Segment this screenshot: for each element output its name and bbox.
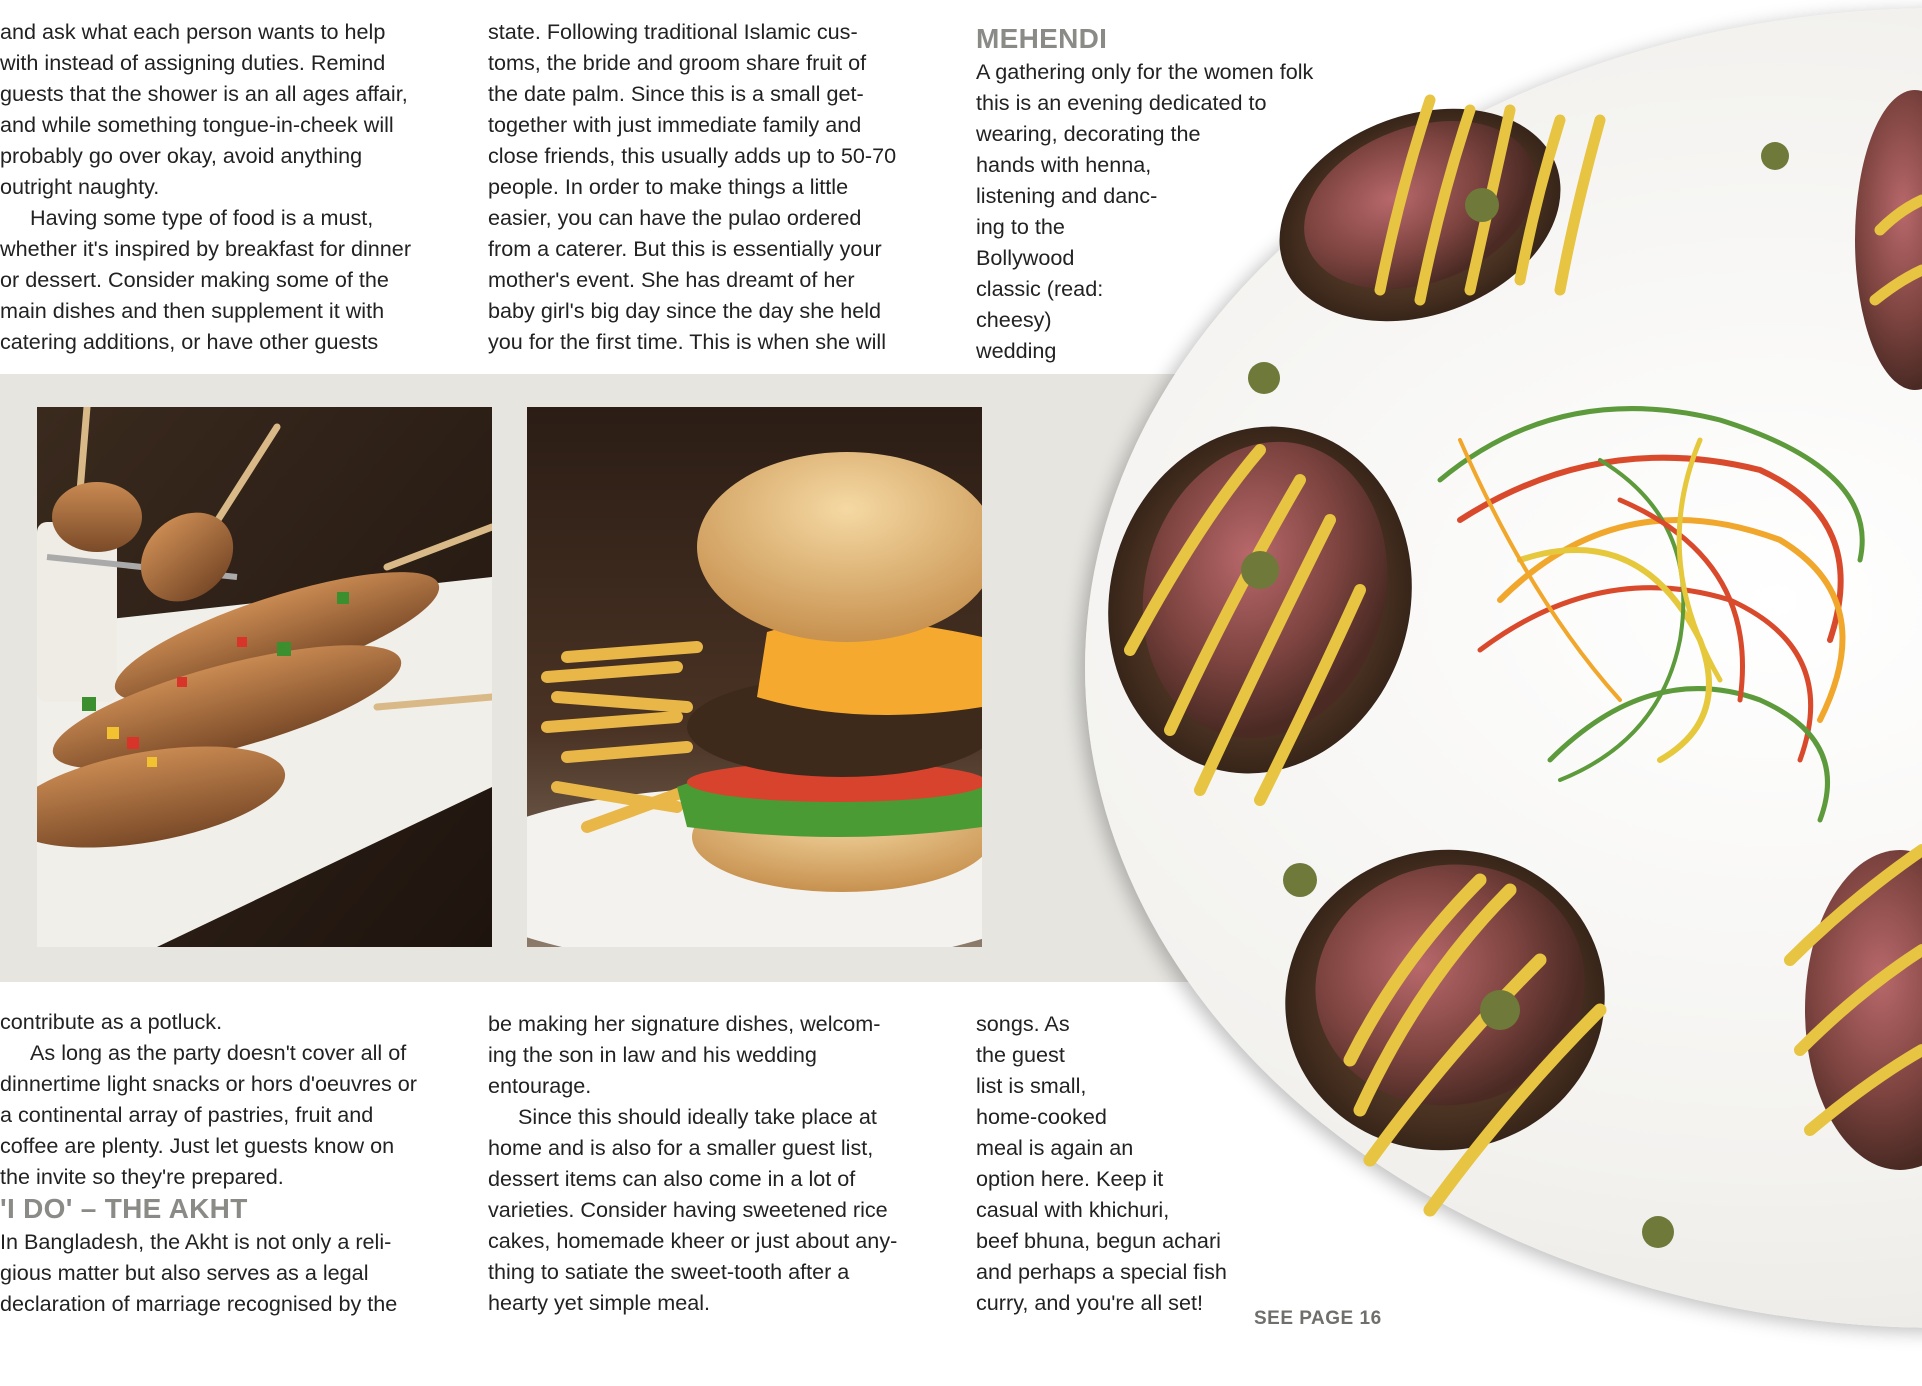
- column-1-bottom: [0, 1006, 417, 1319]
- text-line: this is an evening dedicated to: [976, 90, 1267, 115]
- text-line: with instead of assigning duties. Remind: [0, 50, 386, 75]
- column-3-top: [976, 22, 1313, 366]
- text-line: As long as the party doesn't cover all of: [30, 1040, 407, 1065]
- text-line: Bollywood: [976, 245, 1075, 270]
- text-line: Having some type of food is a must,: [30, 205, 374, 230]
- text-line: beef bhuna, begun achari: [976, 1228, 1221, 1253]
- text-line: state. Following traditional Islamic cus-: [488, 19, 858, 44]
- text-line: home-cooked: [976, 1104, 1107, 1129]
- text-line: mother's event. She has dreamt of her: [488, 267, 855, 292]
- text-line: In Bangladesh, the Akht is not only a reli-: [0, 1229, 392, 1254]
- text-line: wearing, decorating the: [976, 121, 1201, 146]
- text-line: or dessert. Consider making some of the: [0, 267, 389, 292]
- text-line: dessert items can also come in a lot of: [488, 1166, 856, 1191]
- text-line: entourage.: [488, 1073, 592, 1098]
- cheeseburger-with-fries-photo: [527, 407, 982, 947]
- text-line: outright naughty.: [0, 174, 160, 199]
- see-page-link[interactable]: SEE PAGE 16: [1254, 1308, 1382, 1329]
- text-line: toms, the bride and groom share fruit of: [488, 50, 867, 75]
- text-line: home and is also for a smaller guest list,: [488, 1135, 874, 1160]
- julienne-salad: [1440, 409, 1862, 820]
- text-line: be making her signature dishes, welcom-: [488, 1011, 881, 1036]
- text-line: list is small,: [976, 1073, 1087, 1098]
- text-line: hearty yet simple meal.: [488, 1290, 711, 1315]
- text-line: hands with henna,: [976, 152, 1152, 177]
- text-line: dinnertime light snacks or hors d'oeuvres or: [0, 1071, 417, 1096]
- text-line: easier, you can have the pulao ordered: [488, 205, 862, 230]
- text-line: option here. Keep it: [976, 1166, 1164, 1191]
- text-line: the guest: [976, 1042, 1065, 1067]
- text-line: and while something tongue-in-cheek will: [0, 112, 394, 137]
- mehendi-heading: MEHENDI: [976, 23, 1108, 54]
- canape-middle: [1070, 392, 1450, 808]
- akht-heading: 'I DO' – THE AKHT: [0, 1193, 248, 1224]
- text-line: a continental array of pastries, fruit and: [0, 1102, 374, 1127]
- column-2-bottom: [488, 1008, 897, 1318]
- text-line: thing to satiate the sweet-tooth after a: [488, 1259, 850, 1284]
- text-line: guests that the shower is an all ages affair,: [0, 81, 408, 106]
- text-line: catering additions, or have other guests: [0, 329, 379, 354]
- text-line: gious matter but also serves as a legal: [0, 1260, 369, 1285]
- text-line: classic (read:: [976, 276, 1104, 301]
- text-line: curry, and you're all set!: [976, 1290, 1203, 1315]
- text-line: whether it's inspired by breakfast for dinner: [0, 236, 412, 261]
- text-line: wedding: [976, 338, 1057, 363]
- text-line: together with just immediate family and: [488, 112, 862, 137]
- text-line: Since this should ideally take place at: [518, 1104, 877, 1129]
- text-line: main dishes and then supplement it with: [0, 298, 385, 323]
- text-line: and ask what each person wants to help: [0, 19, 386, 44]
- text-line: cheesy): [976, 307, 1052, 332]
- text-line: A gathering only for the women folk: [976, 59, 1314, 84]
- text-line: probably go over okay, avoid anything: [0, 143, 363, 168]
- text-line: baby girl's big day since the day she held: [488, 298, 882, 323]
- text-line: coffee are plenty. Just let guests know on: [0, 1133, 395, 1158]
- text-line: ing the son in law and his wedding: [488, 1042, 817, 1067]
- text-line: close friends, this usually adds up to 50-70: [488, 143, 897, 168]
- text-line: meal is again an: [976, 1135, 1134, 1160]
- grilled-chicken-skewers-photo: [37, 407, 492, 947]
- text-line: contribute as a potluck.: [0, 1009, 223, 1034]
- column-2-top: [488, 16, 896, 357]
- text-line: varieties. Consider having sweetened rice: [488, 1197, 888, 1222]
- text-line: people. In order to make things a little: [488, 174, 849, 199]
- text-line: the invite so they're prepared.: [0, 1164, 284, 1189]
- text-line: you for the first time. This is when she will: [488, 329, 887, 354]
- text-line: ing to the: [976, 214, 1065, 239]
- column-1-top: [0, 16, 411, 357]
- text-line: cakes, homemade kheer or just about any-: [488, 1228, 898, 1253]
- text-line: the date palm. Since this is a small get-: [488, 81, 864, 106]
- text-line: declaration of marriage recognised by the: [0, 1291, 398, 1316]
- text-line: listening and danc-: [976, 183, 1158, 208]
- column-3-bottom: [976, 1008, 1227, 1318]
- text-line: casual with khichuri,: [976, 1197, 1170, 1222]
- text-line: and perhaps a special fish: [976, 1259, 1227, 1284]
- text-line: from a caterer. But this is essentially your: [488, 236, 882, 261]
- text-line: songs. As: [976, 1011, 1070, 1036]
